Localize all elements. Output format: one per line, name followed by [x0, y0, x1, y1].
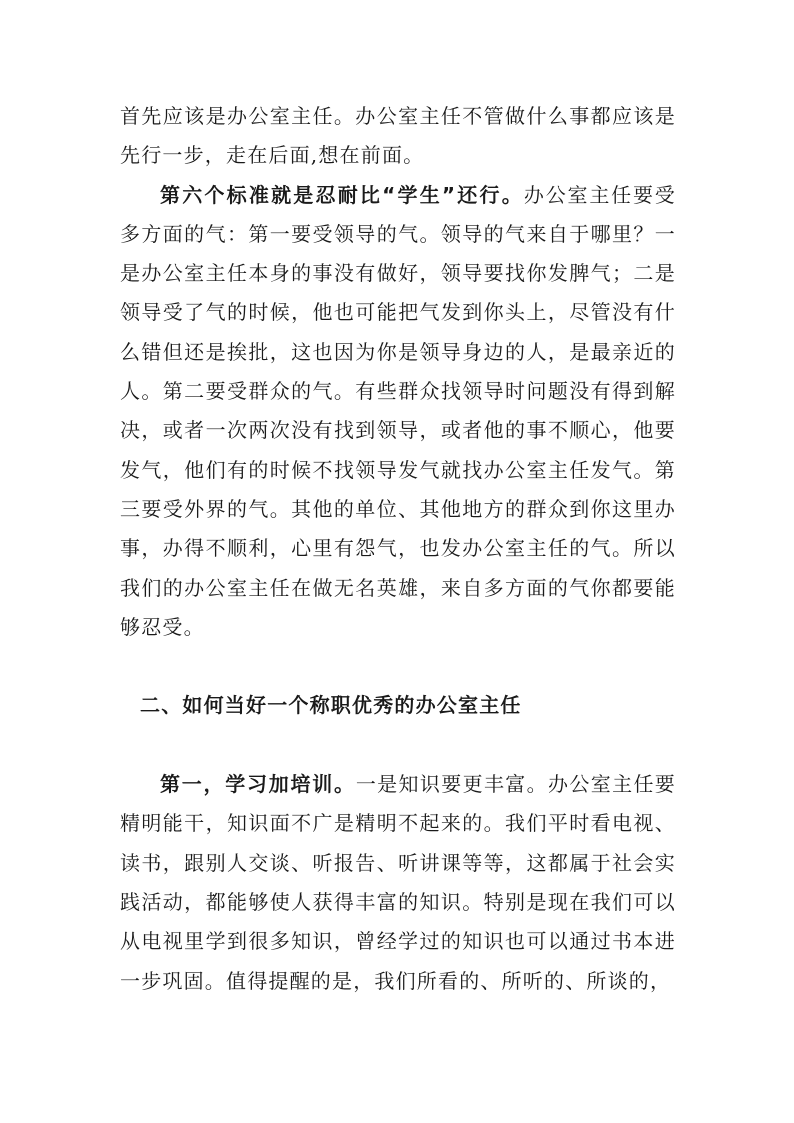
document-body — [120, 97, 676, 1001]
paragraph-lead: 第一，学习加培训。 — [160, 772, 356, 797]
section-heading: 二、如何当好一个称职优秀的办公室主任 — [140, 693, 522, 718]
paragraph-continuation — [120, 97, 676, 176]
spacer — [120, 726, 676, 765]
paragraph-standard-six — [120, 176, 676, 648]
paragraph-study-training — [120, 765, 676, 1001]
spacer — [120, 647, 676, 686]
paragraph-lead: 第六个标准就是忍耐比“学生”还行。 — [160, 182, 524, 207]
paragraph-text: 首先应该是办公室主任。办公室主任不管做什么事都应该是先行一步，走在后面,想在前面。 — [120, 104, 676, 168]
paragraph-text: 一是知识要更丰富。办公室主任要精明能干，知识面不广是精明不起来的。我们平时看电视、读书，跟别人交谈、听报告、听讲课等等，这都属于社会实践活动，都能够使人获得丰富的知识。特别是现在我们可以从电视里学到很多知识，曾经学过的知识也可以通过书本进一步巩固。值得提醒的是，我们所看的、所听的、所谈的， — [120, 772, 676, 993]
paragraph-text: 办公室主任要受多方面的气：第一要受领导的气。领导的气来自于哪里？一是办公室主任本身的事没有做好，领导要找你发脾气；二是领导受了气的时候，他也可能把气发到你头上，尽管没有什么错但还是挨批，这也因为你是领导身边的人，是最亲近的人。第二要受群众的气。有些群众找领导时问题没有得到解决，或者一次两次没有找到领导，或者他的事不顺心，他要发气，他们有的时候不找领导发气就找办公室主任发气。第三要受外界的气。其他的单位、其他地方的群众到你这里办事，办得不顺利，心里有怨气，也发办公室主任的气。所以我们的办公室主任在做无名英雄，来自多方面的气你都要能够忍受。 — [120, 182, 676, 639]
